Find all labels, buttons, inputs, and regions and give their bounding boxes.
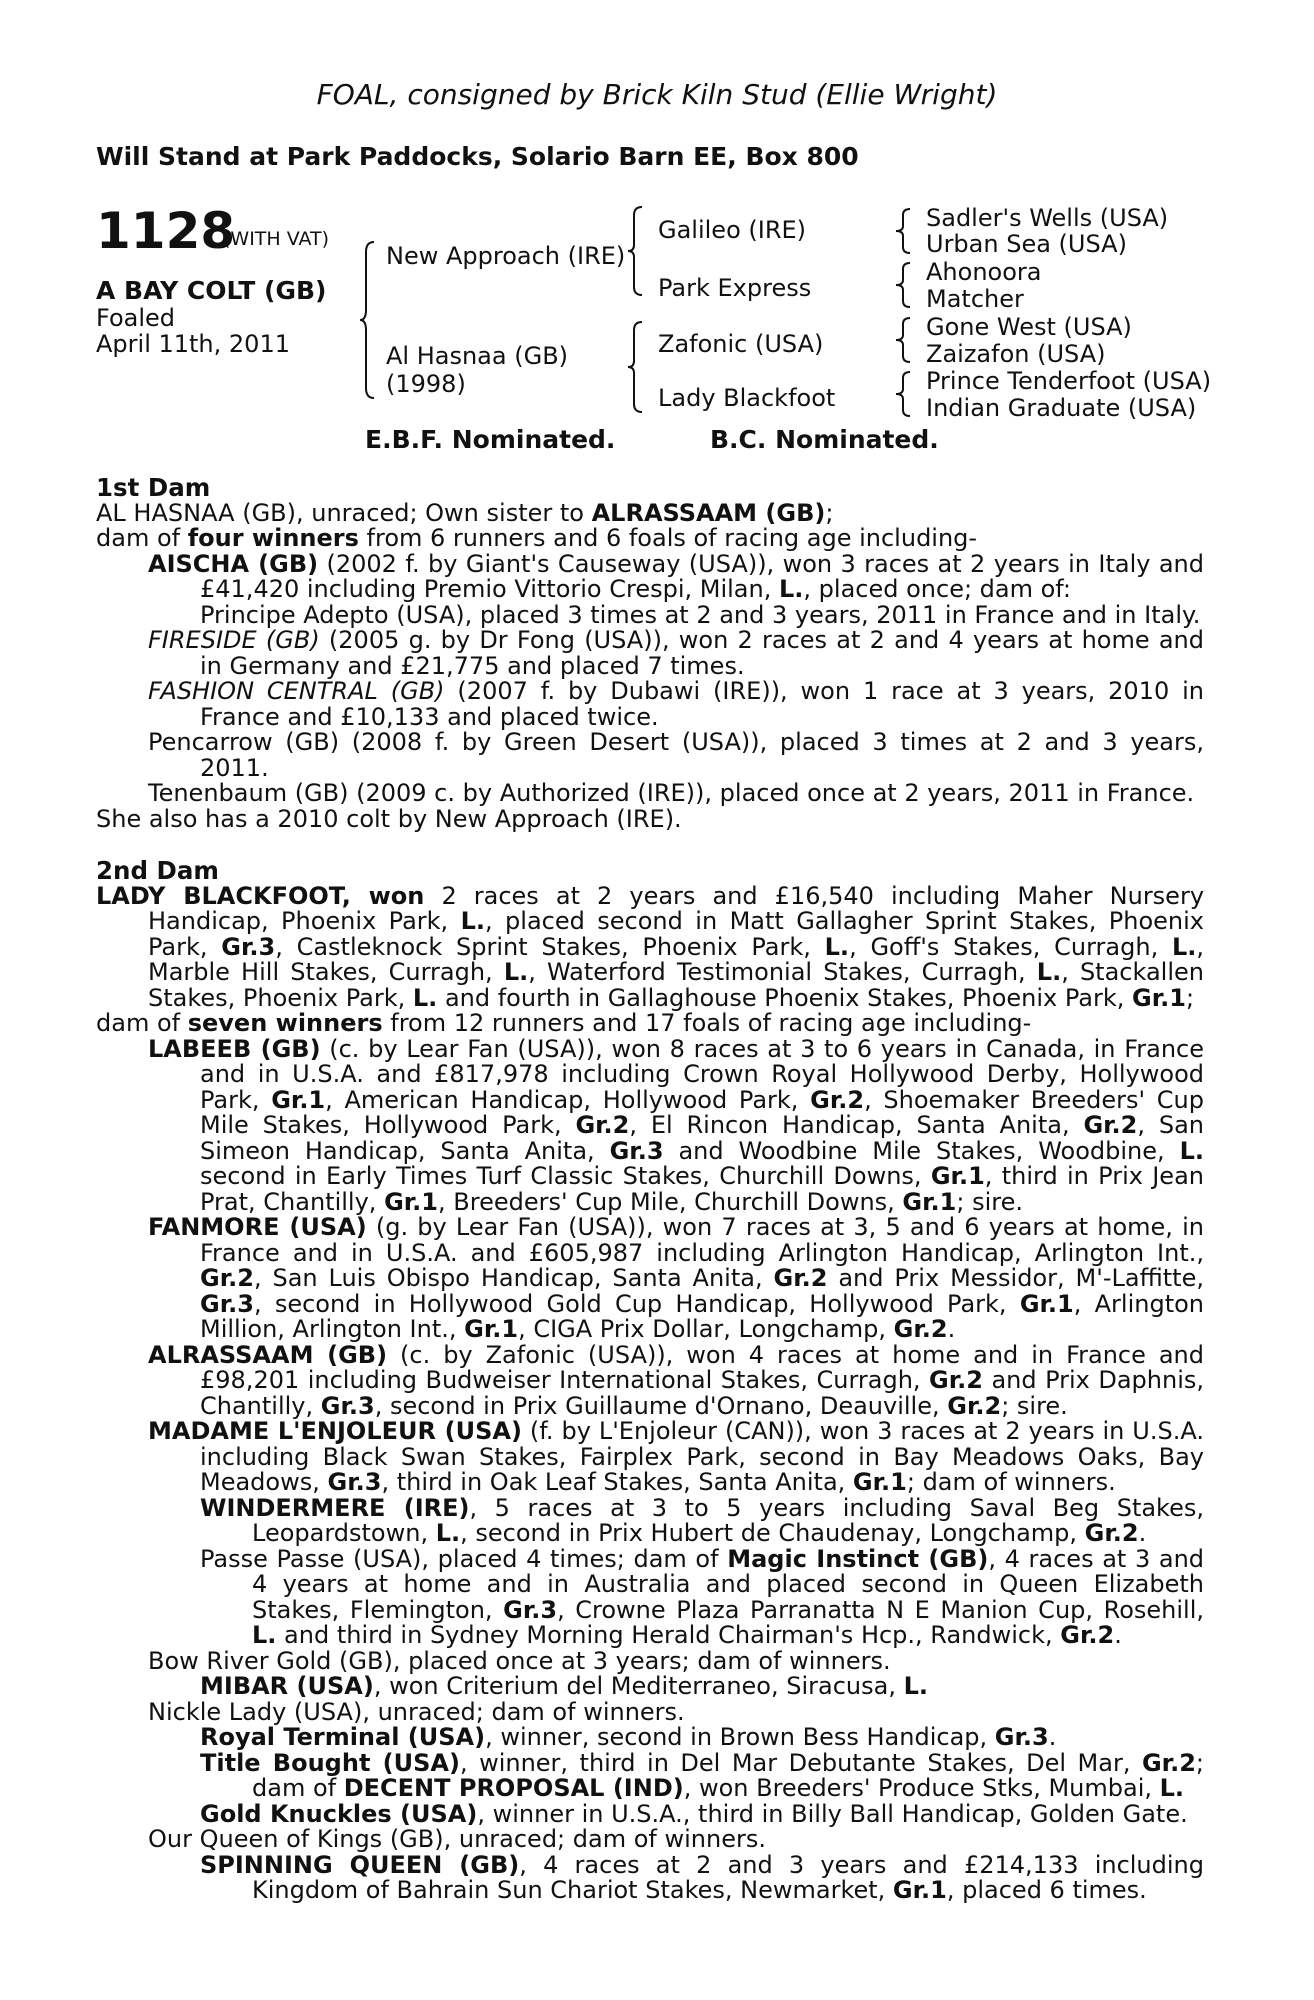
stand-location: Will Stand at Park Paddocks, Solario Barn EE, Box 800 [96, 142, 859, 171]
foaled-label: Foaled [96, 304, 176, 332]
second-dam-section [96, 858, 1204, 1904]
produce-principe: Principe Adepto (USA), placed 3 times at 2 and 3 years, 2011 in France and in Italy. [200, 600, 1201, 629]
produce-labeeb: LABEEB (GB) (c. by Lear Fan (USA)), won 8 races at 3 to 6 years in Canada, in France and in U.S.A. and £817,978 including Crown Royal Hollywood Derby, Hollywood Park, Gr.1, American Handicap, Hollywood Park, Gr.2, Shoemaker Breeders' Cup Mile Stakes, Hollywood Park, Gr.2, El Rincon Handicap, Santa Anita, Gr.2, San Simeon Handicap, Santa Anita, Gr.3 and Woodbine Mile Stakes, Woodbine, L. second in Early Times Turf Classic Stakes, Churchill Downs, Gr.1, third in Prix Jean Prat, Chantilly, Gr.1, Breeders' Cup Mile, Churchill Downs, Gr.1; sire. [148, 1034, 1204, 1216]
produce-windermere: WINDERMERE (IRE), 5 races at 3 to 5 years including Saval Beg Stakes, Leopardstown, L., second in Prix Hubert de Chaudenay, Longchamp, Gr.2. [200, 1493, 1204, 1547]
produce-royal-terminal: Royal Terminal (USA), winner, second in Brown Bess Handicap, Gr.3. [200, 1723, 1057, 1751]
produce-tenenbaum: Tenenbaum (GB) (2009 c. by Authorized (IRE)), placed once at 2 years, 2011 in France. [148, 779, 1195, 807]
pedigree-g5: Gone West (USA) [926, 313, 1132, 341]
produce-mibar: MIBAR (USA), won Criterium del Mediterraneo, Siracusa, L. [200, 1672, 929, 1700]
foaled-date: April 11th, 2011 [96, 330, 290, 358]
pedigree-brace-dam [628, 320, 648, 414]
pedigree-brace-g1 [896, 207, 914, 255]
second-dam-heading: 2nd Dam [96, 856, 219, 885]
produce-2010-colt: She also has a 2010 colt by New Approach (IRE). [96, 804, 682, 833]
pedigree-g1: Sadler's Wells (USA) [926, 204, 1169, 232]
pedigree-sire: New Approach (IRE) [386, 242, 626, 270]
produce-fashion-central: FASHION CENTRAL (GB) (2007 f. by Dubawi (IRE)), won 1 race at 3 years, 2010 in France and £10,133 and placed twice. [148, 677, 1204, 731]
pedigree-brace-g3 [896, 316, 914, 364]
produce-pencarrow: Pencarrow (GB) (2008 f. by Green Desert (USA)), placed 3 times at 2 and 3 years, 2011. [148, 728, 1204, 782]
pedigree-brace-main [360, 240, 384, 400]
first-dam-intro: AL HASNAA (GB), unraced; Own sister to ALRASSAAM (GB); [96, 498, 834, 527]
lot-number: 1128 [96, 202, 236, 260]
first-dam-section [96, 475, 1204, 832]
pedigree-dam: Al Hasnaa (GB) [386, 342, 569, 370]
vat-label: (WITH VAT) [223, 228, 330, 250]
produce-title-bought: Title Bought (USA), winner, third in Del Mar Debutante Stakes, Del Mar, Gr.2; dam of DECENT PROPOSAL (IND), won Breeders' Produce Stks, Mumbai, L. [200, 1748, 1204, 1802]
pedigree-g4: Matcher [926, 285, 1024, 313]
pedigree-g8: Indian Graduate (USA) [926, 394, 1197, 422]
pedigree-g3: Ahonoora [926, 258, 1042, 286]
produce-nickle-lady: Nickle Lady (USA), unraced; dam of winners. [148, 1697, 685, 1726]
produce-spinning-queen: SPINNING QUEEN (GB), 4 races at 2 and 3 years and £214,133 including Kingdom of Bahrain Sun Chariot Stakes, Newmarket, Gr.1, placed 6 times. [200, 1850, 1204, 1904]
produce-alrassaam: ALRASSAAM (GB) (c. by Zafonic (USA)), won 4 races at home and in France and £98,201 including Budweiser International Stakes, Curragh, Gr.2 and Prix Daphnis, Chantilly, Gr.3, second in Prix Guillaume d'Ornano, Deauville, Gr.2; sire. [148, 1340, 1205, 1420]
produce-aischa: AISCHA (GB) (2002 f. by Giant's Causeway (USA)), won 3 races at 2 years in Italy and £41,420 including Premio Vittorio Crespi, Milan, L., placed once; dam of: [148, 549, 1204, 603]
bc-nominated: B.C. Nominated. [710, 425, 939, 454]
produce-fanmore: FANMORE (USA) (g. by Lear Fan (USA)), won 7 races at 3, 5 and 6 years at home, in France and in U.S.A. and £605,987 including Arlington Handicap, Arlington Int., Gr.2, San Luis Obispo Handicap, Santa Anita, Gr.2 and Prix Messidor, M'-Laffitte, Gr.3, second in Hollywood Gold Cup Handicap, Hollywood Park, Gr.1, Arlington Million, Arlington Int., Gr.1, CIGA Prix Dollar, Longchamp, Gr.2. [148, 1213, 1205, 1343]
first-dam-heading: 1st Dam [96, 473, 211, 502]
pedigree-brace-sire [628, 205, 648, 297]
produce-fireside: FIRESIDE (GB) (2005 g. by Dr Fong (USA)), won 2 races at 2 and 4 years at home and in Germany and £21,775 and placed 7 times. [148, 626, 1204, 680]
produce-madame-lenjoleur: MADAME L'ENJOLEUR (USA) (f. by L'Enjoleur (CAN)), won 3 races at 2 years in U.S.A. including Black Swan Stakes, Fairplex Park, second in Bay Meadows Oaks, Bay Meadows, Gr.3, third in Oak Leaf Stakes, Santa Anita, Gr.1; dam of winners. [148, 1417, 1204, 1496]
produce-our-queen-of-kings: Our Queen of Kings (GB), unraced; dam of winners. [148, 1825, 766, 1853]
pedigree-g2: Urban Sea (USA) [926, 230, 1127, 258]
second-dam-record: dam of seven winners from 12 runners and 17 foals of racing age including- [96, 1009, 1032, 1037]
produce-gold-knuckles: Gold Knuckles (USA), winner in U.S.A., third in Billy Ball Handicap, Golden Gate. [200, 1799, 1188, 1828]
pedigree-sire-sire: Galileo (IRE) [658, 216, 807, 244]
pedigree-dam-year: (1998) [386, 370, 466, 398]
pedigree-dam-sire: Zafonic (USA) [658, 330, 824, 358]
pedigree-g7: Prince Tenderfoot (USA) [926, 367, 1212, 395]
pedigree-g6: Zaizafon (USA) [926, 340, 1106, 368]
pedigree-dam-dam: Lady Blackfoot [658, 384, 836, 412]
pedigree-brace-g2 [896, 261, 914, 309]
lot-description: A BAY COLT (GB) [96, 276, 327, 305]
pedigree-sire-dam: Park Express [658, 274, 812, 302]
first-dam-record: dam of four winners from 6 runners and 6 foals of racing age including- [96, 524, 978, 552]
produce-passe-passe: Passe Passe (USA), placed 4 times; dam of Magic Instinct (GB), 4 races at 3 and 4 years at home and in Australia and placed second in Queen Elizabeth Stakes, Flemington, Gr.3, Crowne Plaza Parranatta N E Manion Cup, Rosehill, L. and third in Sydney Morning Herald Chairman's Hcp., Randwick, Gr.2. [200, 1544, 1205, 1649]
pedigree-brace-g4 [896, 370, 914, 418]
second-dam-intro: LADY BLACKFOOT, won 2 races at 2 years and £16,540 including Maher Nursery Handicap, Phoenix Park, L., placed second in Matt Gallagher Sprint Stakes, Phoenix Park, Gr.3, Castleknock Sprint Stakes, Phoenix Park, L., Goff's Stakes, Curragh, L., Marble Hill Stakes, Curragh, L., Waterford Testimonial Stakes, Curragh, L., Stackallen Stakes, Phoenix Park, L. and fourth in Gallaghouse Phoenix Stakes, Phoenix Park, Gr.1; [96, 881, 1205, 1012]
consignment-line: FOAL, consigned by Brick Kiln Stud (Ellie Wright) [316, 78, 998, 111]
ebf-nominated: E.B.F. Nominated. [365, 425, 616, 454]
produce-bow-river-gold: Bow River Gold (GB), placed once at 3 years; dam of winners. [148, 1646, 891, 1675]
